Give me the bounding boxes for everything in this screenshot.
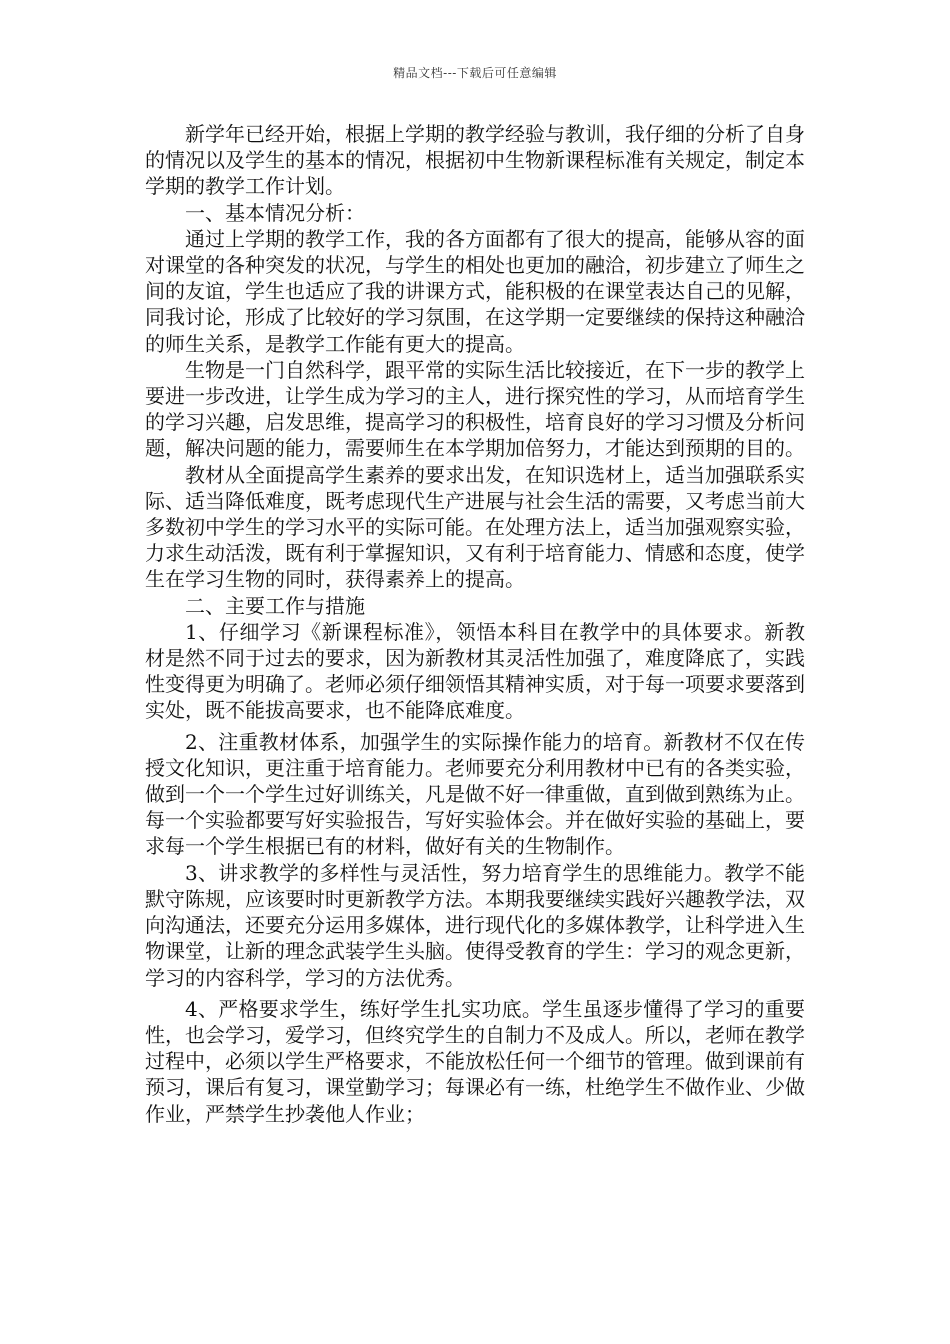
- page-header: 精品文档---下载后可任意编辑: [393, 66, 557, 80]
- intro-paragraph: 新学年已经开始，根据上学期的教学经验与教训，我仔细的分析了自身的情况以及学生的基本的情况，根据初中生物新课程标准有关规定，制定本学期的教学工作计划。: [145, 122, 805, 199]
- document-body: [145, 121, 805, 1127]
- list-item-2: 2、注重教材体系，加强学生的实际操作能力的培育。新教材不仅在传授文化知识，更注重于培育能力。老师要充分利用教材中已有的各类实验，做到一个一个学生过好训练关，凡是做不好一律重做，直到做到熟练为止。每一个实验都要写好实验报告，写好实验体会。并在做好实验的基础上，要求每一个学生根据已有的材料，做好有关的生物制作。: [145, 729, 805, 859]
- section-heading-basic-analysis: 一、基本情况分析：: [185, 200, 365, 225]
- body-paragraph: 生物是一门自然科学，跟平常的实际生活比较接近，在下一步的教学上要进一步改进，让学生成为学习的主人，进行探究性的学习，从而培育学生的学习兴趣，启发思维，提高学习的积极性，培育良好的学习习惯及分析问题，解决问题的能力，需要师生在本学期加倍努力，才能达到预期的目的。: [145, 357, 805, 461]
- list-item-3: 3、讲求教学的多样性与灵活性，努力培育学生的思维能力。教学不能默守陈规，应该要时时更新教学方法。本期我要继续实践好兴趣教学法，双向沟通法，还要充分运用多媒体，进行现代化的多媒体教学，让科学进入生物课堂，让新的理念武装学生头脑。使得受教育的学生：学习的观念更新，学习的内容科学，学习的方法优秀。: [145, 860, 805, 990]
- list-item-1: 1、仔细学习《新课程标准》，领悟本科目在教学中的具体要求。新教材是然不同于过去的要求，因为新教材其灵活性加强了，难度降底了，实践性变得更为明确了。老师必须仔细领悟其精神实质，对于每一项要求要落到实处，既不能拔高要求，也不能降底难度。: [145, 619, 805, 723]
- section-heading-main-work: 二、主要工作与措施: [185, 593, 365, 618]
- list-item-4: 4、严格要求学生，练好学生扎实功底。学生虽逐步懂得了学习的重要性，也会学习，爱学习，但终究学生的自制力不及成人。所以，老师在教学过程中，必须以学生严格要求，不能放松任何一个细节的管理。做到课前有预习，课后有复习，课堂勤学习；每课必有一练，杜绝学生不做作业、少做作业，严禁学生抄袭他人作业；: [145, 996, 805, 1126]
- body-paragraph: 通过上学期的教学工作，我的各方面都有了很大的提高，能够从容的面对课堂的各种突发的状况，与学生的相处也更加的融洽，初步建立了师生之间的友谊，学生也适应了我的讲课方式，能积极的在课堂表达自己的见解，同我讨论，形成了比较好的学习氛围，在这学期一定要继续的保持这种融洽的师生关系，是教学工作能有更大的提高。: [145, 226, 805, 356]
- body-paragraph: 教材从全面提高学生素养的要求出发，在知识选材上，适当加强联系实际、适当降低难度，既考虑现代生产进展与社会生活的需要，又考虑当前大多数初中学生的学习水平的实际可能。在处理方法上，适当加强观察实验，力求生动活泼，既有利于掌握知识，又有利于培育能力、情感和态度，使学生在学习生物的同时，获得素养上的提高。: [145, 462, 805, 592]
